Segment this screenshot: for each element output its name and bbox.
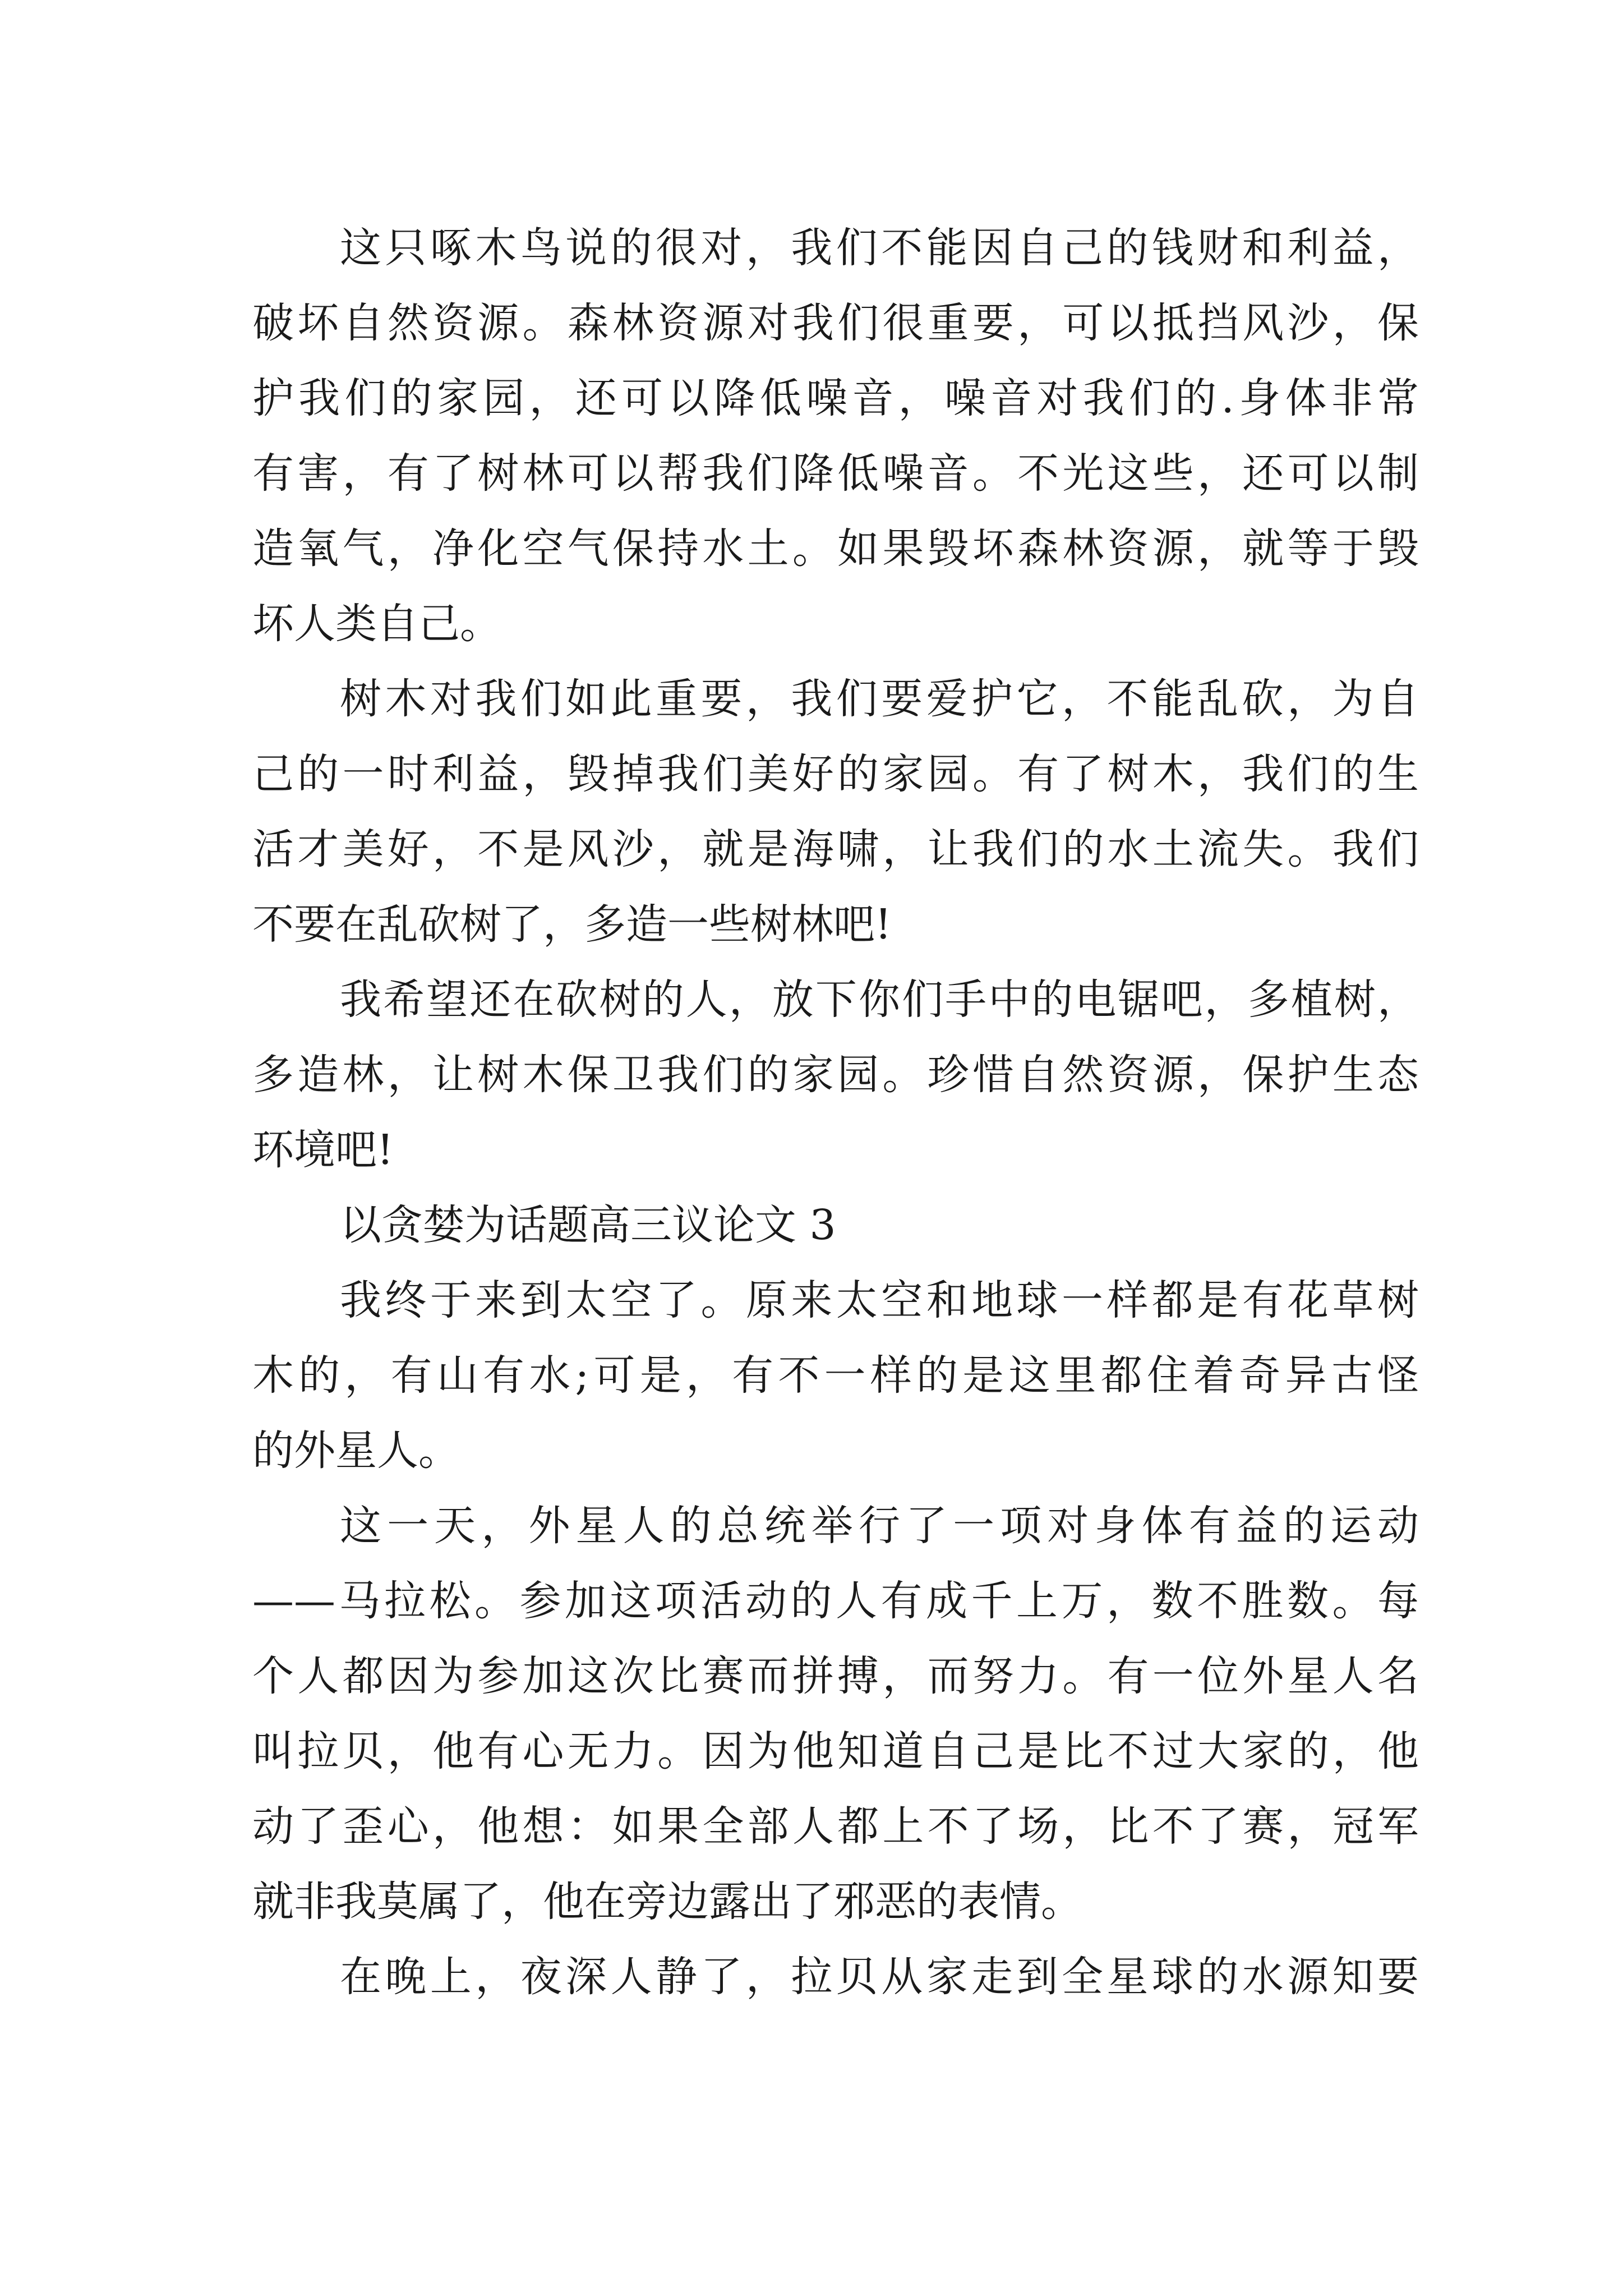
paragraph-6-line-4: 叫拉贝，他有心无力。因为他知道自己是比不过大家的，他 (252, 1727, 1419, 1775)
paragraph-6-line-1: 这一天，外星人的总统举行了一项对身体有益的运动 (340, 1502, 1419, 1550)
paragraph-3-line-3: 环境吧! (252, 1126, 394, 1174)
paragraph-2-line-1: 树木对我们如此重要，我们要爱护它，不能乱砍，为自 (340, 675, 1419, 723)
paragraph-1-line-1: 这只啄木鸟说的很对，我们不能因自己的钱财和利益， (340, 224, 1419, 272)
paragraph-6-line-3: 个人都因为参加这次比赛而拼搏，而努力。有一位外星人名 (252, 1652, 1419, 1700)
paragraph-1-line-4: 有害，有了树林可以帮我们降低噪音。不光这些，还可以制 (252, 449, 1419, 498)
paragraph-6-line-6: 就非我莫属了，他在旁边露出了邪恶的表情。 (252, 1878, 1082, 1926)
paragraph-3-line-2: 多造林，让树木保卫我们的家园。珍惜自然资源，保护生态 (252, 1051, 1419, 1099)
paragraph-5-line-1: 我终于来到太空了。原来太空和地球一样都是有花草树 (340, 1276, 1419, 1324)
paragraph-2-line-3: 活才美好，不是风沙，就是海啸，让我们的水土流失。我们 (252, 825, 1419, 873)
paragraph-1-line-6: 坏人类自己。 (252, 600, 501, 648)
paragraph-6-line-5: 动了歪心，他想：如果全部人都上不了场，比不了赛，冠军 (252, 1802, 1419, 1851)
paragraph-5-line-3: 的外星人。 (252, 1427, 460, 1475)
paragraph-1-line-2: 破坏自然资源。森林资源对我们很重要，可以抵挡风沙，保 (252, 299, 1419, 347)
paragraph-2-line-2: 己的一时利益，毁掉我们美好的家园。有了树木，我们的生 (252, 750, 1419, 798)
paragraph-2-line-4: 不要在乱砍树了，多造一些树林吧! (252, 900, 892, 949)
paragraph-1-line-5: 造氧气，净化空气保持水土。如果毁坏森林资源，就等于毁 (252, 524, 1419, 573)
paragraph-7-line-1: 在晚上，夜深人静了，拉贝从家走到全星球的水源知要 (340, 1953, 1419, 2001)
paragraph-1-line-3: 护我们的家园，还可以降低噪音，噪音对我们的.身体非常 (252, 374, 1419, 422)
paragraph-5-line-2: 木的，有山有水;可是，有不一样的是这里都住着奇异古怪 (252, 1351, 1419, 1400)
paragraph-6-line-2: ——马拉松。参加这项活动的人有成千上万，数不胜数。每 (252, 1577, 1419, 1625)
paragraph-3-line-1: 我希望还在砍树的人，放下你们手中的电锯吧，多植树， (340, 976, 1419, 1024)
section-heading: 以贪婪为话题高三议论文 3 (340, 1201, 836, 1249)
